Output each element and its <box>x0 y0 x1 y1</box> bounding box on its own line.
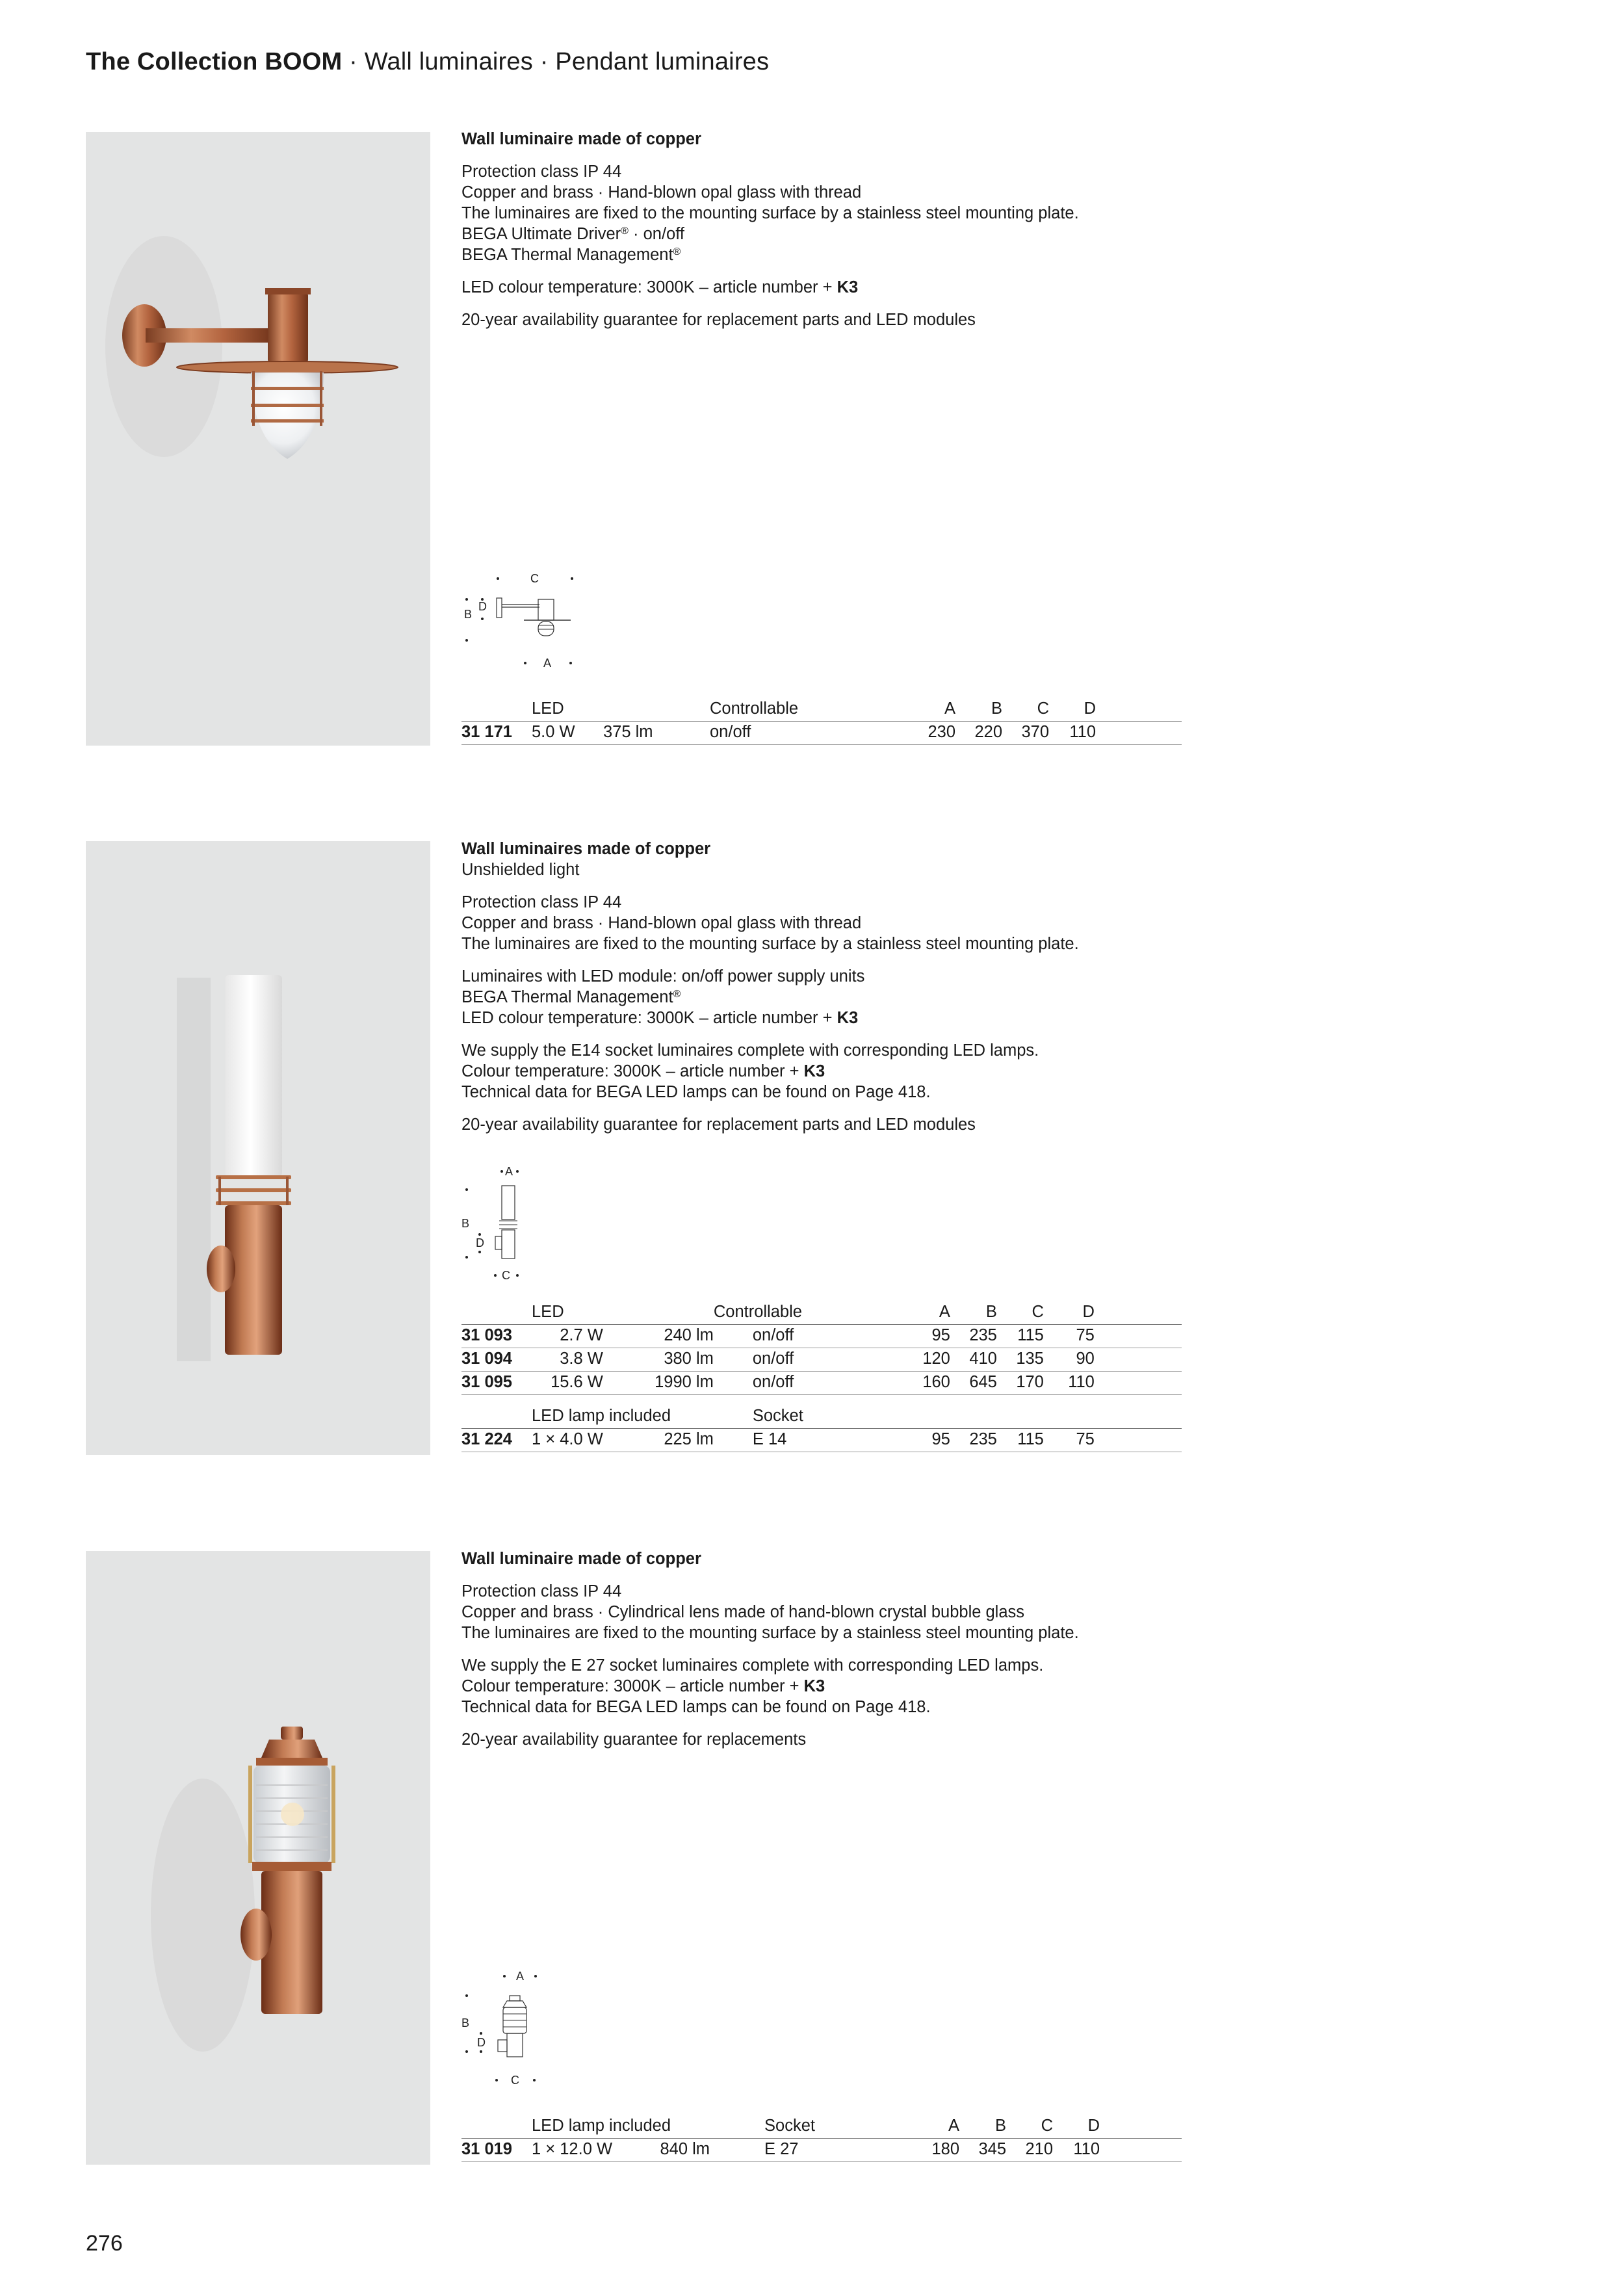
col-header-d: D <box>1044 1301 1095 1325</box>
dimension-drawing <box>461 566 591 670</box>
page-number: 276 <box>86 2231 123 2256</box>
table-row <box>461 1325 1182 1348</box>
power: 1 × 12.0 W <box>532 2139 612 2162</box>
description-line: Copper and brass · Hand-blown opal glass with thread <box>461 914 862 932</box>
controllable: on/off <box>710 722 892 745</box>
dim-label-a: A <box>543 657 552 670</box>
k3-code: K3 <box>837 1009 859 1027</box>
product-photo-wall-luminaire-arm <box>86 132 430 746</box>
description-line: The luminaires are fixed to the mounting surface by a stainless steel mounting plate. <box>461 204 1079 222</box>
dim-label-a: A <box>505 1165 513 1178</box>
dim-label-d: D <box>477 2036 486 2049</box>
dim-c: 115 <box>997 1325 1044 1348</box>
dim-a: 230 <box>892 722 955 745</box>
power: 15.6 W <box>532 1372 603 1395</box>
description-paragraph <box>461 161 1183 265</box>
article-number: 31 093 <box>461 1325 532 1348</box>
table-header-row <box>461 1405 1182 1429</box>
col-header-d: D <box>1049 698 1096 722</box>
col-header-d: D <box>1053 2115 1100 2139</box>
power: 5.0 W <box>532 722 603 745</box>
product-title: Wall luminaire made of copper <box>461 1550 701 1568</box>
dim-c: 210 <box>1006 2139 1053 2162</box>
colour-temp-text: LED colour temperature: 3000K – article number + <box>461 278 837 296</box>
thermal-line <box>461 244 1183 265</box>
col-header-led: LED <box>532 698 710 722</box>
dim-c: 135 <box>997 1348 1044 1372</box>
article-number: 31 224 <box>461 1429 532 1452</box>
power: 1 × 4.0 W <box>532 1429 603 1452</box>
product-description <box>461 129 1183 342</box>
lumen: 225 lm <box>603 1429 714 1452</box>
title-block <box>461 839 1183 880</box>
controllable: on/off <box>714 1372 883 1395</box>
col-header-socket: Socket <box>710 2115 853 2139</box>
description-line: Luminaires with LED module: on/off power supply units <box>461 967 865 985</box>
dim-label-c: C <box>502 1269 510 1282</box>
colour-temp-text: LED colour temperature: 3000K – article number + <box>461 1009 837 1027</box>
dim-b: 235 <box>950 1325 997 1348</box>
dim-c: 170 <box>997 1372 1044 1395</box>
lumen: 375 lm <box>603 722 710 745</box>
collection-title: The Collection BOOM <box>86 48 343 75</box>
socket: E 14 <box>714 1429 883 1452</box>
dim-d: 110 <box>1049 722 1096 745</box>
lumen: 840 lm <box>612 2139 710 2162</box>
dim-label-d: D <box>476 1236 484 1249</box>
product-subtitle: Unshielded light <box>461 861 580 879</box>
col-header-a: A <box>883 1301 950 1325</box>
dim-a: 160 <box>883 1372 950 1395</box>
dim-d: 75 <box>1044 1325 1095 1348</box>
dim-label-b: B <box>461 2016 470 2029</box>
product-photo-wall-luminaire-lantern <box>86 1551 430 2165</box>
guarantee-note: 20-year availability guarantee for replacements <box>461 1730 807 1749</box>
spec-table <box>461 1301 1182 1452</box>
product-photo-wall-luminaire-tube <box>86 841 430 1455</box>
description-line: Technical data for BEGA LED lamps can be found on Page 418. <box>461 1083 931 1101</box>
description-paragraph <box>461 1581 1183 1643</box>
description-line: Copper and brass · Hand-blown opal glass with thread <box>461 183 862 202</box>
k3-code: K3 <box>837 278 859 296</box>
dim-b: 235 <box>950 1429 997 1452</box>
dim-a: 95 <box>883 1429 950 1452</box>
dim-a: 95 <box>883 1325 950 1348</box>
power: 3.8 W <box>532 1348 603 1372</box>
col-header-c: C <box>997 1301 1044 1325</box>
registered-mark: ® <box>673 989 681 1000</box>
thermal-line <box>461 987 1183 1008</box>
table-row <box>461 722 1182 745</box>
dim-b: 220 <box>955 722 1002 745</box>
dim-d: 110 <box>1053 2139 1100 2162</box>
product-description <box>461 839 1183 1147</box>
dim-a: 180 <box>853 2139 959 2162</box>
k3-code: K3 <box>803 1062 825 1080</box>
driver-text: BEGA Ultimate Driver <box>461 225 621 243</box>
col-header-controllable: Controllable <box>714 1301 883 1325</box>
col-header-b: B <box>950 1301 997 1325</box>
article-number: 31 095 <box>461 1372 532 1395</box>
header-subtitle: · Wall luminaires · Pendant luminaires <box>342 48 770 75</box>
dim-a: 120 <box>883 1348 950 1372</box>
dim-label-d: D <box>478 600 487 613</box>
article-number: 31 019 <box>461 2139 532 2162</box>
lumen: 1990 lm <box>603 1372 714 1395</box>
product-title: Wall luminaire made of copper <box>461 130 701 148</box>
description-paragraph <box>461 1655 1183 1717</box>
description-line: We supply the E14 socket luminaires complete with corresponding LED lamps. <box>461 1041 1039 1060</box>
col-header-socket: Socket <box>714 1405 883 1429</box>
col-header-b: B <box>959 2115 1006 2139</box>
power: 2.7 W <box>532 1325 603 1348</box>
controllable: on/off <box>714 1325 883 1348</box>
description-line: Protection class IP 44 <box>461 893 622 911</box>
dim-label-b: B <box>464 608 473 621</box>
dim-c: 115 <box>997 1429 1044 1452</box>
controllable: on/off <box>714 1348 883 1372</box>
col-header-lamp-included: LED lamp included <box>532 2115 710 2139</box>
dim-d: 75 <box>1044 1429 1095 1452</box>
col-header-a: A <box>853 2115 959 2139</box>
col-header-lamp-included: LED lamp included <box>532 1405 714 1429</box>
description-line: We supply the E 27 socket luminaires complete with corresponding LED lamps. <box>461 1656 1044 1675</box>
k3-code: K3 <box>803 1677 825 1695</box>
registered-mark: ® <box>673 246 681 257</box>
col-header-controllable: Controllable <box>710 698 892 722</box>
colour-temperature <box>461 1676 1183 1697</box>
description-line: Copper and brass · Cylindrical lens made of hand-blown crystal bubble glass <box>461 1603 1025 1621</box>
dim-d: 110 <box>1044 1372 1095 1395</box>
dim-label-b: B <box>461 1217 470 1230</box>
colour-temperature <box>461 1061 1183 1082</box>
col-header-c: C <box>1006 2115 1053 2139</box>
colour-temp-text: Colour temperature: 3000K – article number + <box>461 1062 804 1080</box>
dim-label-a: A <box>516 1970 525 1983</box>
description-paragraph <box>461 1040 1183 1102</box>
lumen: 240 lm <box>603 1325 714 1348</box>
table-header-row <box>461 698 1182 722</box>
table-header-row <box>461 2115 1182 2139</box>
article-number: 31 171 <box>461 722 532 745</box>
col-header-c: C <box>1002 698 1049 722</box>
driver-line <box>461 224 1183 244</box>
description-line: Protection class IP 44 <box>461 1582 622 1600</box>
registered-mark: ® <box>621 226 629 237</box>
lumen: 380 lm <box>603 1348 714 1372</box>
colour-temp-text: Colour temperature: 3000K – article number + <box>461 1677 804 1695</box>
dim-b: 645 <box>950 1372 997 1395</box>
dim-label-c: C <box>530 572 539 585</box>
driver-suffix: · on/off <box>628 225 684 243</box>
thermal-text: BEGA Thermal Management <box>461 988 673 1006</box>
article-number: 31 094 <box>461 1348 532 1372</box>
description-paragraph <box>461 966 1183 1028</box>
spec-table <box>461 2115 1182 2162</box>
col-header-a: A <box>892 698 955 722</box>
table-row <box>461 1372 1182 1395</box>
socket: E 27 <box>710 2139 853 2162</box>
page-header <box>86 48 769 76</box>
dimension-drawing <box>461 1968 552 2092</box>
description-line: The luminaires are fixed to the mounting surface by a stainless steel mounting plate. <box>461 1624 1079 1642</box>
colour-temperature <box>461 1008 1183 1028</box>
dimension-drawing <box>461 1161 552 1285</box>
description-paragraph <box>461 892 1183 954</box>
table-row <box>461 1429 1182 1452</box>
dim-b: 410 <box>950 1348 997 1372</box>
description-line: Protection class IP 44 <box>461 163 622 181</box>
thermal-text: BEGA Thermal Management <box>461 246 673 264</box>
spec-table <box>461 698 1182 745</box>
table-row <box>461 1348 1182 1372</box>
description-line: Technical data for BEGA LED lamps can be found on Page 418. <box>461 1698 931 1716</box>
product-title: Wall luminaires made of copper <box>461 840 711 858</box>
colour-temperature <box>461 277 1183 298</box>
table-header-row <box>461 1301 1182 1325</box>
col-header-led: LED <box>532 1301 714 1325</box>
product-description <box>461 1548 1183 1762</box>
table-row <box>461 2139 1182 2162</box>
guarantee-note: 20-year availability guarantee for replacement parts and LED modules <box>461 311 976 329</box>
dim-d: 90 <box>1044 1348 1095 1372</box>
col-header-b: B <box>955 698 1002 722</box>
dim-c: 370 <box>1002 722 1049 745</box>
guarantee-note: 20-year availability guarantee for replacement parts and LED modules <box>461 1115 976 1134</box>
dim-b: 345 <box>959 2139 1006 2162</box>
description-line: The luminaires are fixed to the mounting surface by a stainless steel mounting plate. <box>461 935 1079 953</box>
dim-label-c: C <box>511 2074 519 2087</box>
